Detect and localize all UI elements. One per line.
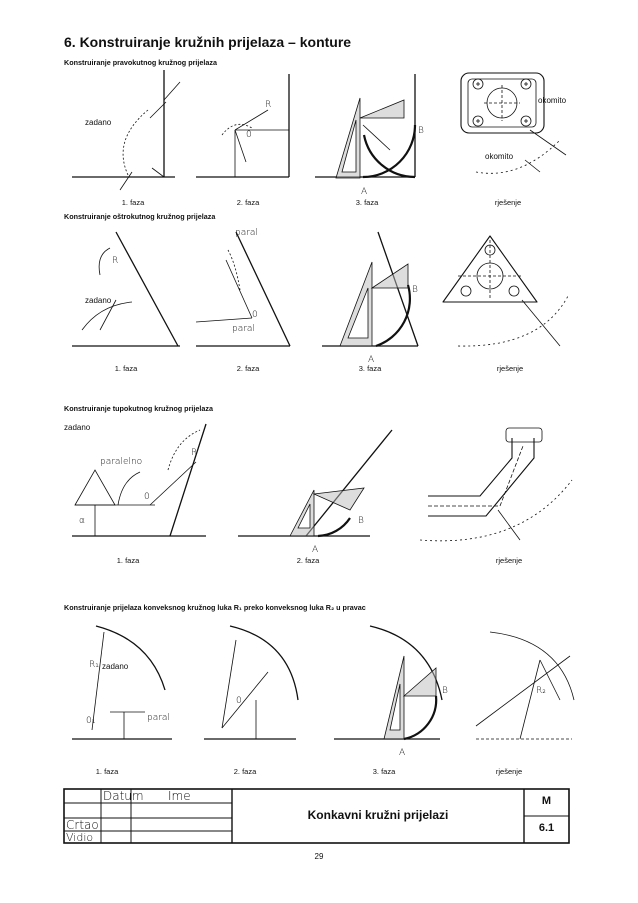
s2-label-B: B (412, 285, 418, 295)
caption-s1-f3: 3. faza (355, 198, 379, 207)
s4-label-R1: R₁ (89, 660, 99, 670)
caption-s3-solution: rješenje (495, 556, 523, 565)
s3-label-R: R (191, 448, 198, 458)
caption-s1-solution: rješenje (494, 198, 522, 207)
s4-label-R2: R₂ (536, 686, 546, 696)
s3-label-B: B (358, 516, 364, 526)
caption-s4-f3: 3. faza (372, 767, 396, 776)
section-heading-4: Konstruiranje prijelaza konveksnog kružnog luka R₁ preko konveksnog luka R₂ u pravac (64, 603, 366, 612)
s4-label-zadano: zadano (102, 662, 129, 671)
s4-label-A: A (399, 748, 406, 758)
title-block-title: Konkavni kružni prijelazi (307, 808, 449, 822)
s2-label-O: 0 (252, 310, 258, 320)
title-block-vidio: Vidio (66, 831, 94, 844)
s1-label-zadano: zadano (85, 118, 112, 127)
caption-s2-f2: 2. faza (236, 364, 260, 373)
s4-label-paral: paral (147, 713, 170, 723)
caption-s1-f1: 1. faza (121, 198, 145, 207)
s2-label-paral-2: paral (232, 324, 255, 334)
section-heading-2: Konstruiranje oštrokutnog kružnog prijelaza (64, 212, 216, 221)
s3-label-A: A (312, 545, 319, 555)
title-block-code-top: M (541, 795, 552, 807)
s4-label-O1: 0₁ (86, 716, 96, 726)
caption-s4-f1: 1. faza (95, 767, 119, 776)
s2-label-A: A (368, 355, 375, 365)
s3-label-paralelno: paralelno (100, 457, 143, 467)
s2-label-paral-1: paral (235, 228, 258, 238)
s4-label-O: 0 (236, 696, 242, 706)
s2-label-R: R (112, 256, 119, 266)
caption-s3-f1: 1. faza (116, 556, 140, 565)
caption-s2-solution: rješenje (496, 364, 524, 373)
caption-s2-f1: 1. faza (114, 364, 138, 373)
caption-s1-f2: 2. faza (236, 198, 260, 207)
page-title: 6. Konstruiranje kružnih prijelaza – konture (64, 34, 352, 50)
s1-label-okomito-2: okomito (485, 152, 514, 161)
s1-label-R: R (265, 100, 272, 110)
s2-label-zadano: zadano (85, 296, 112, 305)
title-block-code-bottom: 6.1 (538, 822, 555, 834)
caption-s3-f2: 2. faza (296, 556, 320, 565)
s1-label-okomito-1: okomito (538, 96, 567, 105)
s3-label-alpha: α (79, 516, 85, 526)
s4-label-B: B (442, 686, 448, 696)
s3-label-zadano: zadano (64, 423, 91, 432)
section-heading-1: Konstruiranje pravokutnog kružnog prijelaza (64, 58, 217, 67)
section-heading-3: Konstruiranje tupokutnog kružnog prijelaza (64, 404, 213, 413)
caption-s4-f2: 2. faza (233, 767, 257, 776)
title-block-datum: Datum (103, 789, 144, 803)
s1-label-A: A (361, 187, 368, 197)
s1-label-O: 0 (246, 130, 252, 140)
caption-s4-solution: rješenje (495, 767, 523, 776)
title-block-ime: Ime (168, 789, 191, 803)
title-block-crtao: Crtao (66, 818, 99, 832)
caption-s2-f3: 3. faza (358, 364, 382, 373)
s1-label-B: B (418, 126, 424, 136)
page-number: 29 (314, 852, 324, 861)
s3-label-O: 0 (144, 492, 150, 502)
